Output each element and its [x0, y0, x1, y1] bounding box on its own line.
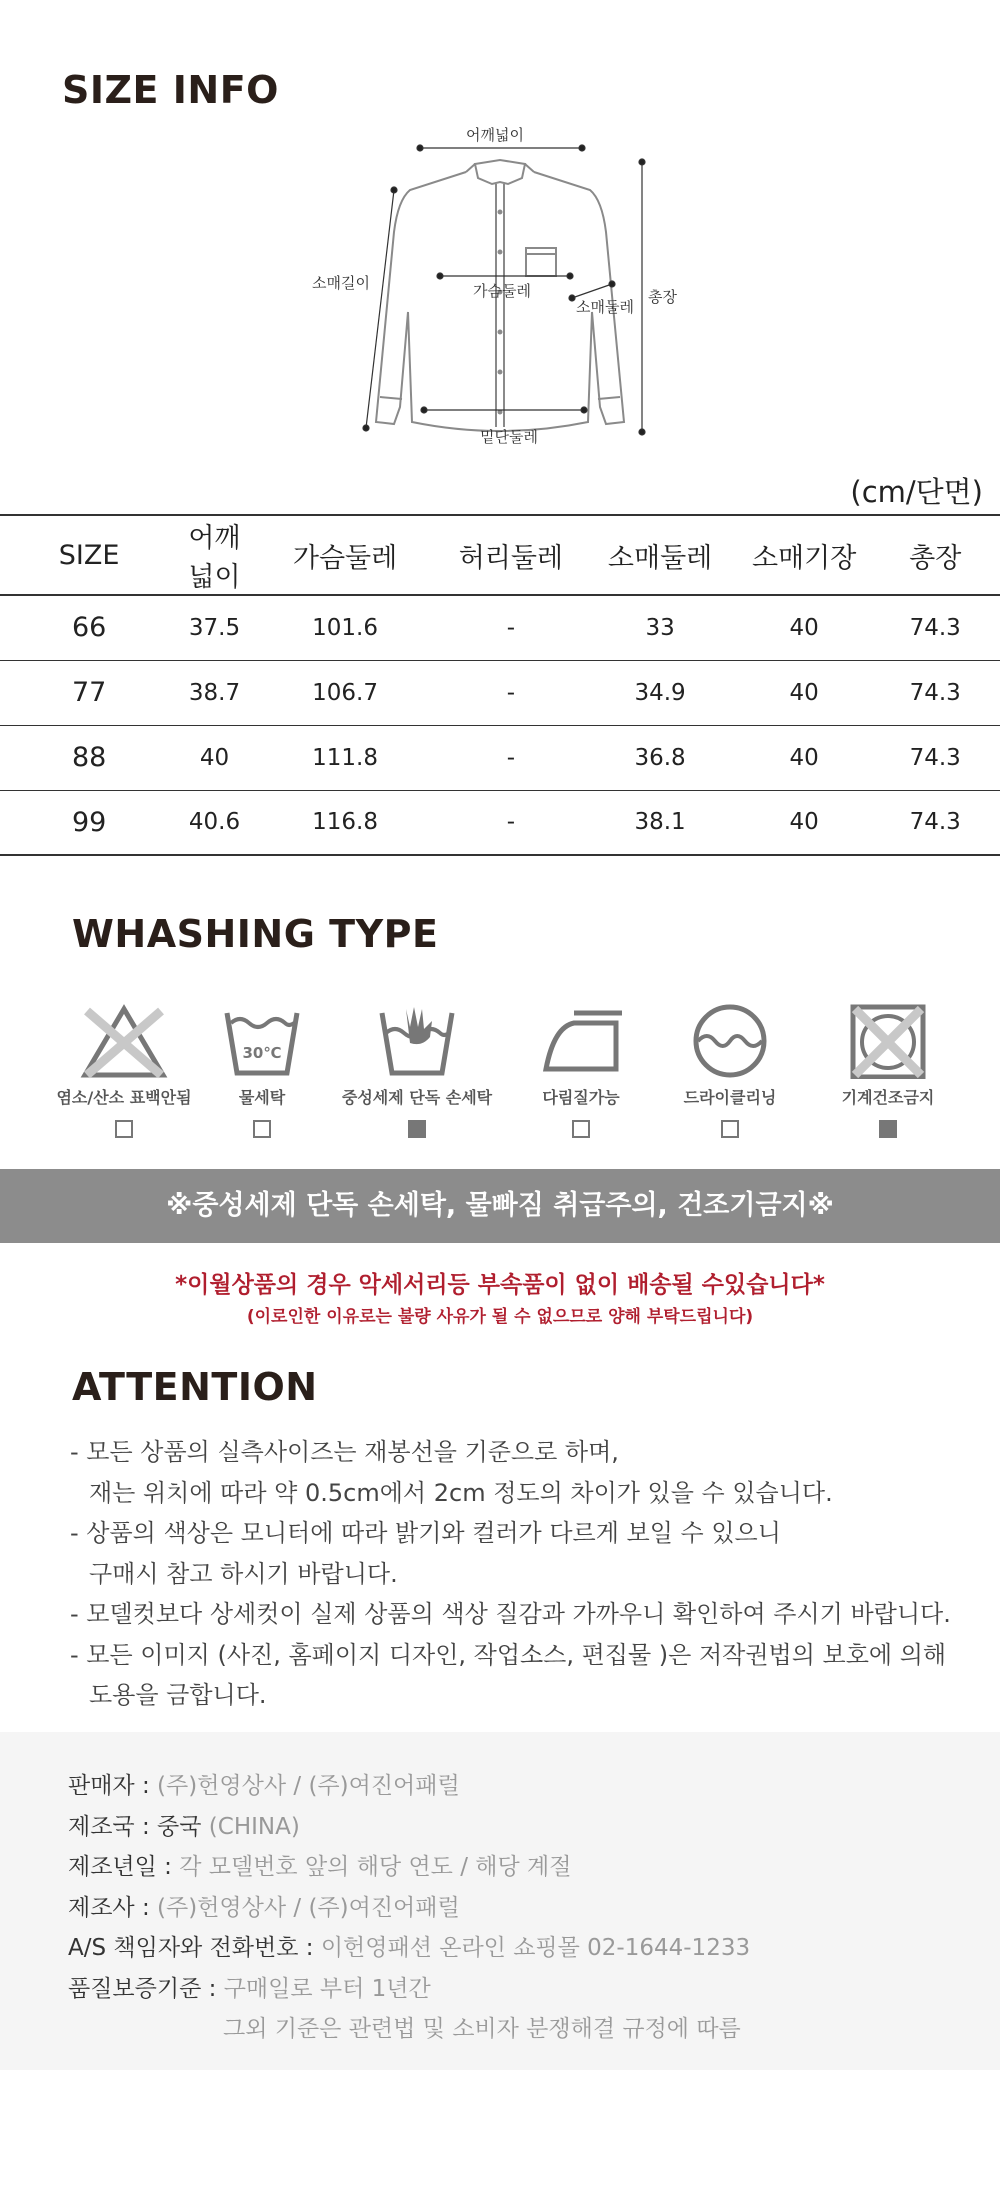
- label-shoulder: 어깨넓이: [466, 126, 524, 144]
- attention-list: [70, 1432, 990, 1716]
- wash-label-no-tumble-dry: 기계건조금지: [841, 1088, 935, 1107]
- checkbox-no-bleach[interactable]: [115, 1120, 133, 1138]
- info-value: 구매일로 부터 1년간: [223, 1975, 431, 2002]
- wash-item-no-tumble-dry: [808, 1003, 968, 1138]
- table-cell: 40: [738, 660, 871, 725]
- info-row-seller: [68, 1766, 1000, 1807]
- info-value: (CHINA): [208, 1813, 300, 1840]
- header-chest: 가슴둘레: [251, 515, 440, 595]
- checkbox-dry-clean[interactable]: [721, 1120, 739, 1138]
- wash-item-iron: [501, 1003, 661, 1138]
- info-row-as: [68, 1928, 1000, 1969]
- wash-item-dry-clean: [650, 1003, 810, 1138]
- info-row-country: [68, 1807, 1000, 1848]
- info-row-maker: [68, 1888, 1000, 1929]
- info-value: (주)헌영상사 / (주)여진어패럴: [157, 1773, 460, 1799]
- table-cell: 74.3: [870, 725, 1000, 790]
- table-cell: 74.3: [870, 790, 1000, 855]
- checkbox-wash-30[interactable]: [253, 1120, 271, 1138]
- attention-line: - 모든 상품의 실측사이즈는 재봉선을 기준으로 하며,: [70, 1438, 619, 1466]
- table-cell: 74.3: [870, 595, 1000, 660]
- table-cell: 37.5: [178, 595, 251, 660]
- table-row: [0, 660, 1000, 725]
- table-cell: -: [439, 660, 582, 725]
- iron-icon: [536, 1003, 626, 1079]
- attention-item: [70, 1513, 990, 1594]
- info-value: 이헌영패션 온라인 쇼핑몰 02-1644-1233: [320, 1935, 751, 1961]
- table-cell: -: [439, 595, 582, 660]
- size-info-title: SIZE INFO: [62, 68, 279, 112]
- info-value: (주)헌영상사 / (주)여진어패럴: [157, 1894, 460, 1921]
- attention-title: ATTENTION: [72, 1365, 318, 1409]
- table-cell: 40: [178, 725, 251, 790]
- washing-title: WHASHING TYPE: [72, 912, 439, 956]
- attention-line: - 상품의 색상은 모니터에 따라 밝기와 컬러가 다르게 보일 수 있으니: [70, 1519, 781, 1547]
- wash-temp: 30℃: [242, 1044, 282, 1062]
- size-cell: 66: [0, 595, 178, 660]
- dry-clean-icon: [685, 1003, 775, 1079]
- label-chest: 가슴둘레: [473, 282, 531, 300]
- size-cell: 88: [0, 725, 178, 790]
- attention-line-cont: 구매시 참고 하시기 바랍니다.: [89, 1559, 398, 1588]
- checkbox-iron[interactable]: [572, 1120, 590, 1138]
- table-cell: 111.8: [251, 725, 440, 790]
- info-row-warranty: [68, 1969, 1000, 2010]
- table-row: [0, 725, 1000, 790]
- info-value: 각 모델번호 앞의 해당 연도 / 해당 계절: [179, 1854, 572, 1880]
- checkbox-hand-wash[interactable]: [408, 1120, 426, 1138]
- label-sleeve-length: 소매길이: [312, 274, 370, 292]
- label-total-length: 총장: [648, 288, 677, 306]
- checkbox-no-tumble-dry[interactable]: [879, 1120, 897, 1138]
- info-key: 제조년일 :: [68, 1854, 180, 1880]
- wash-label-no-bleach: 염소/산소 표백안됨: [56, 1088, 192, 1107]
- attention-line-cont: 재는 위치에 따라 약 0.5cm에서 2cm 정도의 차이가 있을 수 있습니다.: [89, 1478, 833, 1507]
- table-cell: 40: [738, 595, 871, 660]
- table-cell: 38.1: [582, 790, 737, 855]
- no-bleach-icon: [79, 1003, 169, 1079]
- info-extra: 그외 기준은 관련법 및 소비자 분쟁해결 규정에 따름: [223, 2016, 741, 2042]
- table-cell: 74.3: [870, 660, 1000, 725]
- table-cell: -: [439, 790, 582, 855]
- attention-item: [70, 1432, 990, 1513]
- size-table-header: [0, 515, 1000, 595]
- notice-sub: (이로인한 이유로는 불량 사유가 될 수 없으므로 양해 부탁드립니다): [246, 1307, 754, 1327]
- table-cell: 106.7: [251, 660, 440, 725]
- size-cell: 99: [0, 790, 178, 855]
- table-cell: 40: [738, 790, 871, 855]
- hand-wash-icon: [372, 1003, 462, 1079]
- size-table: [0, 514, 1000, 856]
- no-tumble-dry-icon: [843, 1003, 933, 1079]
- header-shoulder: 어깨넓이: [178, 515, 251, 595]
- table-row: [0, 595, 1000, 660]
- size-cell: 77: [0, 660, 178, 725]
- info-row-date: [68, 1847, 1000, 1888]
- table-cell: 116.8: [251, 790, 440, 855]
- info-key: 판매자 :: [68, 1773, 158, 1799]
- attention-line-cont: 도용을 금합니다.: [89, 1681, 267, 1709]
- table-cell: 40.6: [178, 790, 251, 855]
- label-sleeve-circ: 소매둘레: [576, 298, 634, 316]
- info-key: 제조사 :: [68, 1894, 158, 1921]
- wash-label-dry-clean: 드라이클리닝: [683, 1088, 777, 1107]
- header-size: SIZE: [0, 515, 178, 595]
- table-cell: 38.7: [178, 660, 251, 725]
- attention-item: [70, 1635, 990, 1716]
- info-key: A/S 책임자와 전화번호 :: [68, 1935, 321, 1961]
- wash-label-wash-30: 물세탁: [238, 1088, 286, 1107]
- table-cell: 40: [738, 725, 871, 790]
- wash-item-wash-30: [182, 1003, 342, 1138]
- attention-item: [70, 1594, 990, 1635]
- wash-item-hand-wash: [337, 1003, 497, 1138]
- header-sleeve-circ: 소매둘레: [582, 515, 737, 595]
- table-cell: 36.8: [582, 725, 737, 790]
- table-cell: 34.9: [582, 660, 737, 725]
- header-sleeve-length: 소매기장: [738, 515, 871, 595]
- wash-item-no-bleach: [44, 1003, 204, 1138]
- info-key: 품질보증기준 :: [68, 1975, 224, 2002]
- label-hem: 밑단둘레: [480, 428, 538, 446]
- header-waist: 허리둘레: [439, 515, 582, 595]
- attention-line: - 모든 이미지 (사진, 홈페이지 디자인, 작업소스, 편집물 )은 저작권법의 보호에 의해: [70, 1640, 947, 1669]
- washing-banner: ※중성세제 단독 손세탁, 물빠짐 취급주의, 건조기금지※: [0, 1169, 1000, 1243]
- unit-label: (cm/단면): [850, 475, 983, 509]
- wash-label-hand-wash: 중성세제 단독 손세탁: [341, 1088, 493, 1107]
- wash-30-icon: [217, 1003, 307, 1079]
- table-cell: -: [439, 725, 582, 790]
- wash-label-iron: 다림질가능: [542, 1088, 620, 1107]
- table-row: [0, 790, 1000, 855]
- info-key: 제조국 : 중국: [68, 1813, 209, 1840]
- table-cell: 33: [582, 595, 737, 660]
- product-info-box: [0, 1732, 1000, 2070]
- notice-main: *이월상품의 경우 악세서리등 부속품이 없이 배송될 수있습니다*: [175, 1272, 825, 1298]
- shirt-size-diagram: [290, 122, 710, 452]
- attention-line: - 모델컷보다 상세컷이 실제 상품의 색상 질감과 가까우니 확인하여 주시기 바랍니다.: [70, 1600, 951, 1628]
- header-total-length: 총장: [870, 515, 1000, 595]
- table-cell: 101.6: [251, 595, 440, 660]
